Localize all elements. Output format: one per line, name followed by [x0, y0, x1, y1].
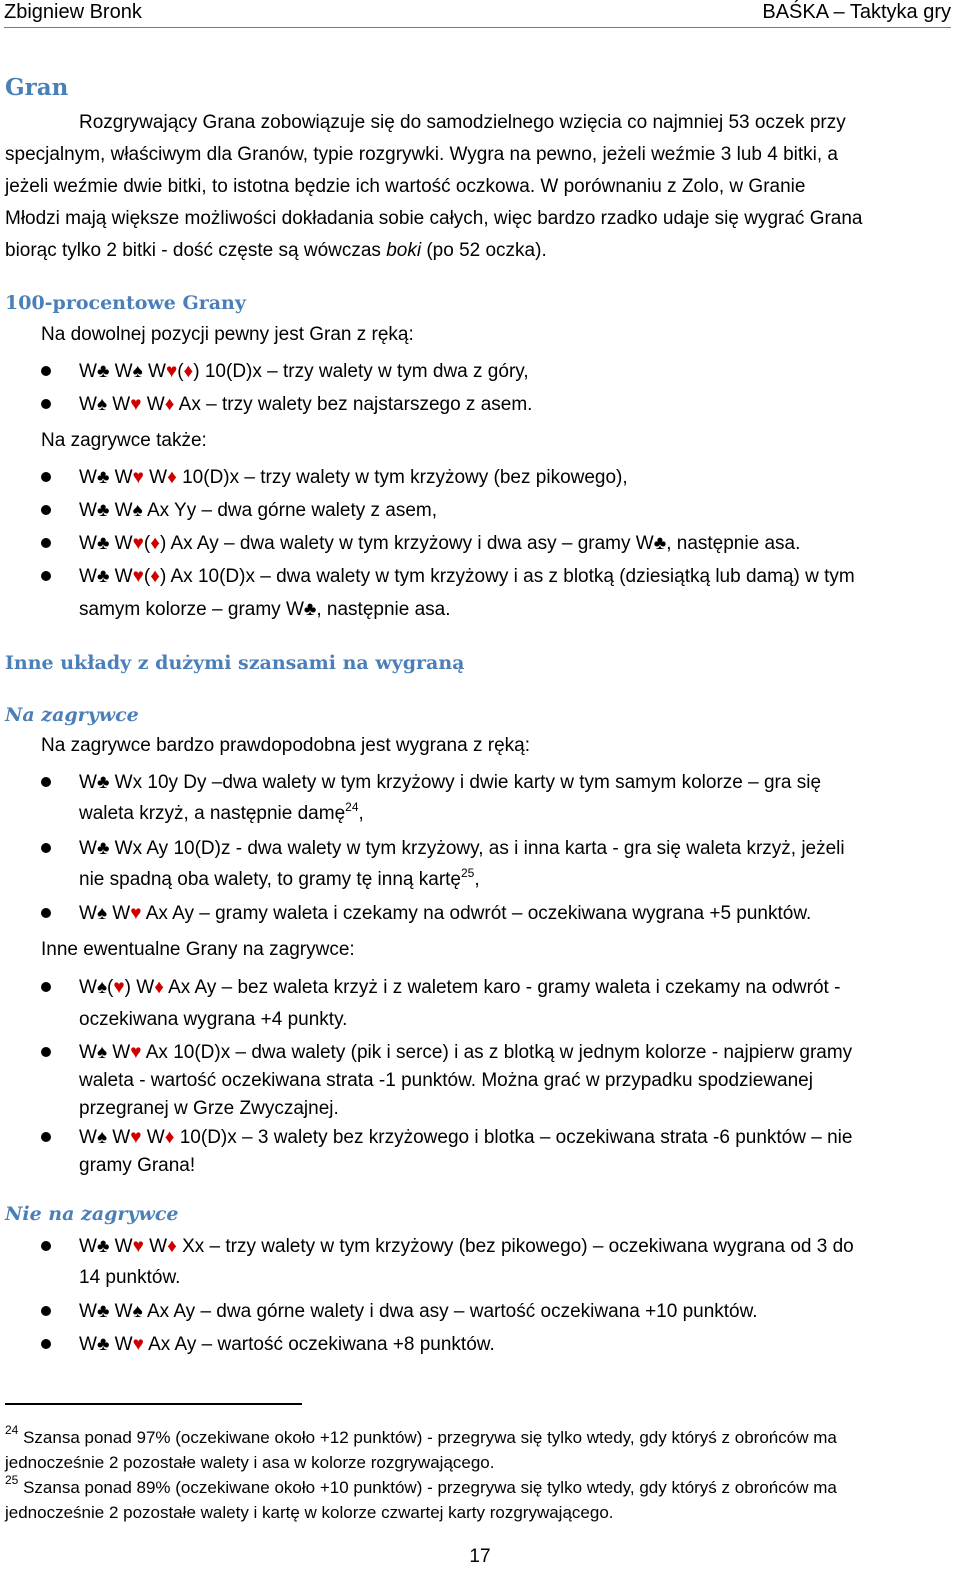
bullet-item — [79, 836, 845, 862]
footnote-ref-24[interactable]: 24 — [345, 800, 359, 814]
text: W — [109, 566, 133, 587]
heart-icon: ♥ — [130, 1127, 142, 1148]
text: W — [107, 1042, 131, 1063]
heart-icon: ♥ — [132, 1334, 144, 1355]
bullet-item — [79, 359, 529, 385]
text: nie spadną oba walety, to gramy tę inną kartę — [79, 869, 461, 890]
text: W — [109, 1301, 133, 1322]
bullet-item-continued — [79, 597, 451, 623]
bullet-item — [79, 975, 840, 1001]
text: W — [79, 977, 97, 998]
text: ) Ax 10(D)x – dwa walety w tym krzyżowy i as z blotką (dziesiątką lub damą) w tym — [159, 566, 855, 587]
footnote-ref-25[interactable]: 25 — [461, 866, 475, 880]
header-title: BAŚKA – Taktyka gry — [762, 1, 951, 23]
text: W — [79, 500, 97, 521]
bullet-item-continued: przegranej w Grze Zwyczajnej. — [79, 1098, 339, 1119]
text: Ax Ay – bez waleta krzyż i z waletem karo - gramy waleta i czekamy na odwrót - — [163, 977, 841, 998]
text: W — [79, 566, 97, 587]
bullet-item — [79, 465, 628, 491]
text: W — [142, 361, 166, 382]
page-header — [4, 0, 951, 28]
bullet-icon — [41, 538, 51, 548]
subheading-lead: Na zagrywce — [5, 704, 139, 726]
text: 10(D)x – trzy walety w tym krzyżowy (bez pikowego), — [176, 467, 628, 488]
bullet-icon — [41, 1339, 51, 1349]
spade-icon: ♠ — [96, 1127, 108, 1148]
text: Wx Ay 10(D)z - dwa walety w tym krzyżowy, as i inna karta - gra się waleta krzyż, jeżeli — [109, 838, 845, 859]
text: W — [143, 1236, 168, 1257]
text: W — [109, 1334, 133, 1355]
bullet-icon — [41, 399, 51, 409]
heart-icon: ♥ — [132, 467, 144, 488]
text: Ax Ay – dwa górne walety i dwa asy – wartość oczekiwana +10 punktów. — [142, 1301, 758, 1322]
section-title: Gran — [5, 74, 69, 101]
text: Ax Yy – dwa górne walety z asem, — [142, 500, 438, 521]
text: Xx – trzy walety w tym krzyżowy (bez pikowego) – oczekiwana wygrana od 3 do — [176, 1236, 854, 1257]
club-icon: ♣ — [96, 1301, 110, 1322]
text: W — [109, 467, 133, 488]
bullet-icon — [41, 1306, 51, 1316]
text: ( — [107, 977, 114, 998]
bullet-item-continued: 14 punktów. — [79, 1267, 181, 1288]
club-icon: ♣ — [96, 361, 110, 382]
intro-line: Młodzi mają większe możliwości dokładania sobie całych, więc bardzo rzadko udaje się wygrać Grana — [5, 208, 863, 229]
text: W — [107, 1127, 131, 1148]
text: W — [141, 1127, 165, 1148]
diamond-icon: ♦ — [164, 394, 175, 415]
bullet-icon — [41, 472, 51, 482]
intro-italic-term: boki — [386, 240, 422, 261]
footnote-24 — [5, 1423, 837, 1450]
club-icon: ♣ — [303, 599, 317, 620]
text: , następnie asa. — [666, 533, 801, 554]
club-icon: ♣ — [96, 1236, 110, 1257]
footnote-number: 24 — [5, 1423, 19, 1437]
subsection-title-other: Inne układy z dużymi szansami na wygraną — [5, 652, 465, 674]
spade-icon: ♠ — [132, 361, 143, 382]
bullet-icon — [41, 1047, 51, 1057]
bullet-item — [79, 1299, 758, 1325]
text: W — [79, 838, 97, 859]
bullet-item-continued: oczekiwana wygrana +4 punkty. — [79, 1009, 348, 1030]
spade-icon: ♠ — [96, 977, 108, 998]
club-icon: ♣ — [96, 566, 110, 587]
intro-line: specjalnym, właściwym dla Granów, typie rozgrywki. Wygra na pewno, jeżeli weźmie 3 lub 4 bitki, a — [5, 144, 838, 165]
heart-icon: ♥ — [132, 533, 144, 554]
paragraph: Na dowolnej pozycji pewny jest Gran z ręką: — [41, 324, 414, 345]
text: ) Ax Ay – dwa walety w tym krzyżowy i dwa asy – gramy W — [159, 533, 654, 554]
heart-icon: ♥ — [113, 977, 125, 998]
bullet-icon — [41, 1241, 51, 1251]
bullet-icon — [41, 366, 51, 376]
diamond-icon: ♦ — [183, 361, 194, 382]
text: Ax – trzy walety bez najstarszego z asem. — [174, 394, 533, 415]
text: , — [358, 803, 364, 824]
club-icon: ♣ — [653, 533, 667, 554]
text: W — [79, 361, 97, 382]
heart-icon: ♥ — [132, 1236, 144, 1257]
club-icon: ♣ — [96, 533, 110, 554]
diamond-icon: ♦ — [150, 533, 160, 554]
bullet-icon — [41, 843, 51, 853]
subheading-not-lead: Nie na zagrywce — [5, 1203, 179, 1225]
text: samym kolorze – gramy W — [79, 599, 304, 620]
bullet-item-continued: waleta - wartość oczekiwana strata -1 punktów. Można grać w przypadku spodziewanej — [79, 1070, 813, 1091]
bullet-item-continued: gramy Grana! — [79, 1155, 196, 1176]
text: W — [79, 1127, 97, 1148]
text: Ax 10(D)x – dwa walety (pik i serce) i as z blotką w jednym kolorze - najpierw gramy — [141, 1042, 853, 1063]
diamond-icon: ♦ — [167, 1236, 177, 1257]
text: W — [109, 361, 133, 382]
text: W — [79, 903, 97, 924]
bullet-icon — [41, 777, 51, 787]
subsection-title-100: 100-procentowe Grany — [5, 292, 246, 314]
bullet-item — [79, 392, 532, 418]
text: Wx 10y Dy –dwa walety w tym krzyżowy i dwie karty w tym samym kolorze – gra się — [109, 772, 822, 793]
footnote-number: 25 — [5, 1473, 19, 1487]
text: , następnie asa. — [316, 599, 451, 620]
club-icon: ♣ — [96, 838, 110, 859]
paragraph: Na zagrywce także: — [41, 430, 207, 451]
text: W — [107, 903, 131, 924]
footnote-text: Szansa ponad 89% (oczekiwane około +10 punktów) - przegrywa się tylko wtedy, gdy któryś z obrońców ma — [18, 1478, 837, 1497]
intro-line: Rozgrywający Grana zobowiązuje się do samodzielnego wzięcia co najmniej 53 oczek przy — [79, 112, 846, 133]
club-icon: ♣ — [96, 467, 110, 488]
intro-line — [5, 238, 547, 264]
text: W — [143, 467, 168, 488]
spade-icon: ♠ — [96, 903, 108, 924]
text: W — [79, 1236, 97, 1257]
header-author: Zbigniew Bronk — [4, 1, 142, 23]
spade-icon: ♠ — [96, 394, 108, 415]
diamond-icon: ♦ — [154, 977, 164, 998]
text: ( — [177, 361, 184, 382]
text: Ax Ay – gramy waleta i czekamy na odwrót – oczekiwana wygrana +5 punktów. — [141, 903, 812, 924]
spade-icon: ♠ — [132, 500, 143, 521]
footnote-separator — [5, 1403, 302, 1405]
paragraph: Na zagrywce bardzo prawdopodobna jest wygrana z ręką: — [41, 735, 530, 756]
bullet-item — [79, 531, 800, 557]
text: W — [109, 500, 133, 521]
text: ( — [143, 533, 151, 554]
text: , — [474, 869, 480, 890]
intro-line: jeżeli weźmie dwie bitki, to istotna będzie ich wartość oczkowa. W porównaniu z Zolo, w Granie — [5, 176, 806, 197]
text: W — [107, 394, 131, 415]
bullet-icon — [41, 1132, 51, 1142]
heart-icon: ♥ — [130, 903, 142, 924]
text: W — [109, 1236, 133, 1257]
spade-icon: ♠ — [96, 1042, 108, 1063]
bullet-icon — [41, 505, 51, 515]
heart-icon: ♥ — [132, 566, 144, 587]
bullet-icon — [41, 571, 51, 581]
text: ( — [143, 566, 151, 587]
bullet-icon — [41, 982, 51, 992]
bullet-item-continued — [79, 867, 480, 893]
bullet-item — [79, 1332, 495, 1358]
club-icon: ♣ — [96, 500, 110, 521]
text: W — [79, 394, 97, 415]
footnote-25 — [5, 1473, 837, 1500]
paragraph: Inne ewentualne Grany na zagrywce: — [41, 939, 355, 960]
spade-icon: ♠ — [132, 1301, 143, 1322]
club-icon: ♣ — [96, 772, 110, 793]
diamond-icon: ♦ — [150, 566, 160, 587]
text: W — [79, 1334, 97, 1355]
club-icon: ♣ — [96, 1334, 110, 1355]
heart-icon: ♥ — [130, 394, 142, 415]
footnote-24-cont: jednocześnie 2 pozostałe walety i asa w kolorze rozgrywającego. — [5, 1453, 495, 1472]
text: 10(D)x – 3 walety bez krzyżowego i blotka – oczekiwana strata -6 punktów – nie — [174, 1127, 853, 1148]
bullet-icon — [41, 908, 51, 918]
text: waleta krzyż, a następnie damę — [79, 803, 346, 824]
bullet-item — [79, 564, 855, 590]
text: W — [79, 1042, 97, 1063]
intro-text: biorąc tylko 2 bitki - dość częste są wówczas — [5, 240, 387, 261]
heart-icon: ♥ — [130, 1042, 142, 1063]
text: W — [109, 533, 133, 554]
footnote-25-cont: jednocześnie 2 pozostałe walety i kartę w kolorze czwartej karty rozgrywającego. — [5, 1503, 614, 1522]
bullet-item — [79, 1040, 852, 1066]
bullet-item — [79, 770, 821, 796]
diamond-icon: ♦ — [167, 467, 177, 488]
diamond-icon: ♦ — [164, 1127, 175, 1148]
text: Ax Ay – wartość oczekiwana +8 punktów. — [143, 1334, 495, 1355]
bullet-item-continued — [79, 801, 364, 827]
text: ) W — [124, 977, 155, 998]
text: ) 10(D)x – trzy walety w tym dwa z góry, — [193, 361, 529, 382]
text: W — [79, 467, 97, 488]
intro-text: (po 52 oczka). — [421, 240, 547, 261]
heart-icon: ♥ — [165, 361, 178, 382]
footnote-text: Szansa ponad 97% (oczekiwane około +12 punktów) - przegrywa się tylko wtedy, gdy któryś z obrońców ma — [18, 1428, 837, 1447]
bullet-item — [79, 1234, 854, 1260]
page-number: 17 — [469, 1546, 491, 1567]
bullet-item — [79, 1125, 852, 1151]
text: W — [79, 533, 97, 554]
bullet-item — [79, 498, 437, 524]
text: W — [79, 1301, 97, 1322]
text: W — [79, 772, 97, 793]
text: W — [141, 394, 165, 415]
bullet-item — [79, 901, 811, 927]
